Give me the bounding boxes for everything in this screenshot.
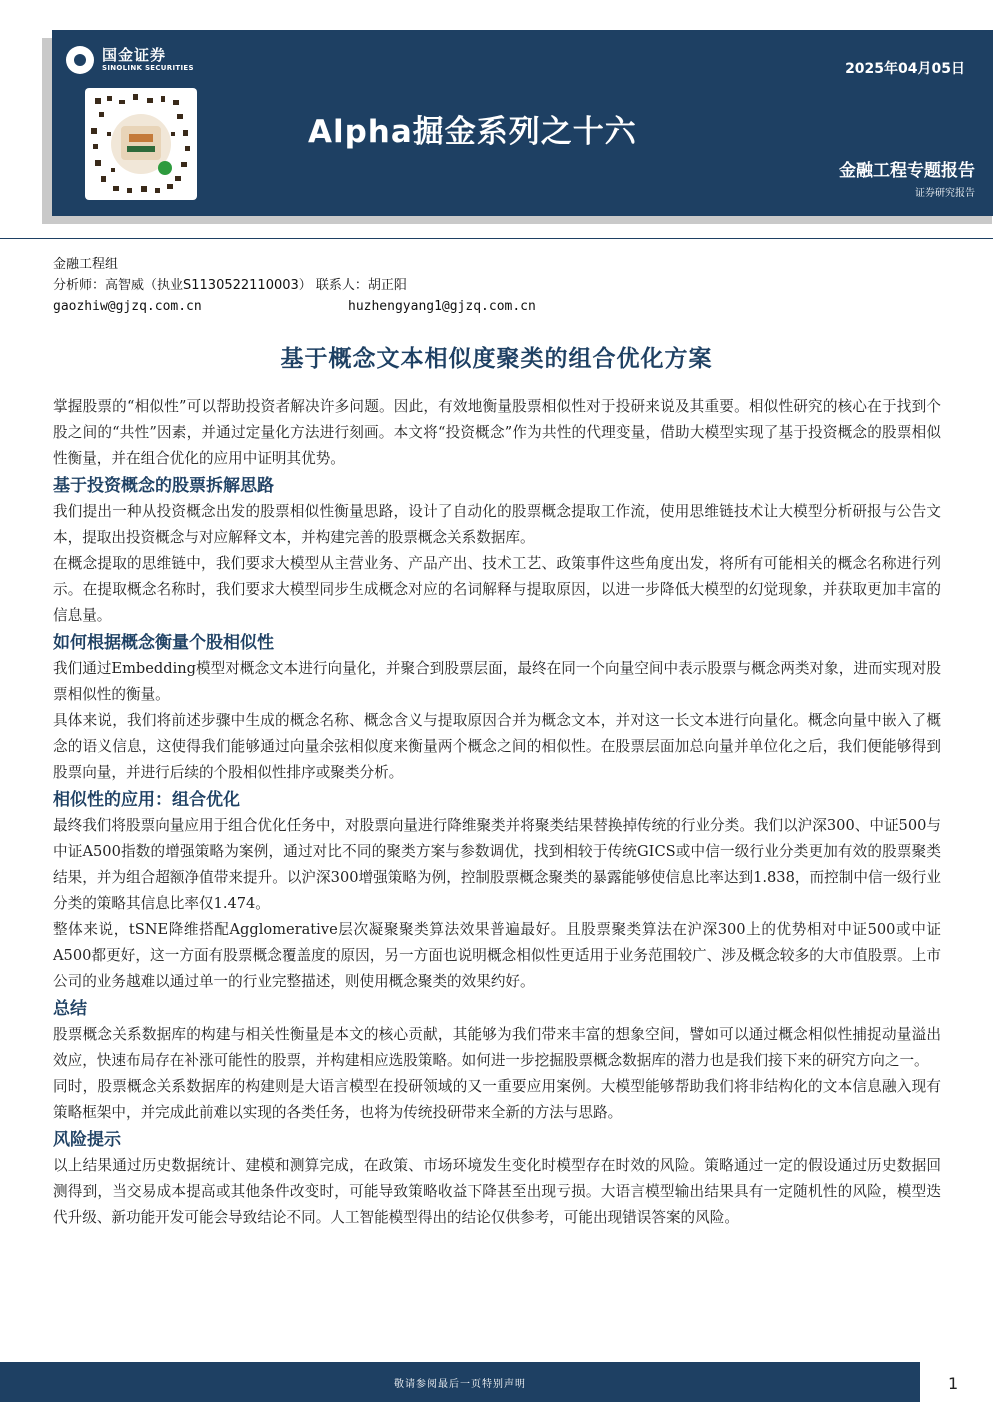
author-block: [53, 254, 536, 317]
analyst-line: 分析师：高智威（执业S1130522110003） 联系人：胡正阳: [53, 278, 407, 293]
body-paragraph: 整体来说，tSNE降维搭配Agglomerative层次凝聚聚类算法效果普遍最好。且股票聚类算法在沪深300上的优势相对中证500或中证A500都更好，这一方面有股票概念覆盖度的原因，另一方面也说明概念相似性更适用于业务范围较广、涉及概念较多的大市值股票。上市公司的业务越难以通过单一的行业完整描述，则使用概念聚类的效果约好。: [53, 921, 941, 990]
section-heading: 如何根据概念衡量个股相似性: [53, 633, 274, 653]
page-number: 1: [948, 1374, 959, 1393]
page-title: 基于概念文本相似度聚类的组合优化方案: [280, 346, 713, 372]
report-date: 2025年04月05日: [845, 61, 965, 77]
qr-code-icon: [85, 88, 197, 200]
logo-mark-icon: [66, 46, 94, 74]
body-paragraph: 我们提出一种从投资概念出发的股票相似性衡量思路，设计了自动化的股票概念提取工作流，使用思维链技术让大模型分析研报与公告文本，提取出投资概念与对应解释文本，并构建完善的股票概念关系数据库。: [53, 503, 941, 546]
company-logo: [66, 46, 194, 74]
body-paragraph: 在概念提取的思维链中，我们要求大模型从主营业务、产品产出、技术工艺、政策事件这些角度出发，将所有可能相关的概念名称进行列示。在提取概念名称时，我们要求大模型同步生成概念对应的名词解释与提取原因，以进一步降低大模型的幻觉现象，并获取更加丰富的信息量。: [53, 555, 941, 624]
section-heading: 风险提示: [53, 1130, 121, 1150]
header-divider: [0, 238, 993, 239]
body-paragraph: 最终我们将股票向量应用于组合优化任务中，对股票向量进行降维聚类并将聚类结果替换掉传统的行业分类。我们以沪深300、中证500与中证A500指数的增强策略为案例，通过对比不同的聚类方案与参数调优，找到相较于传统GICS或中信一级行业分类更加有效的股票聚类结果，并为组合超额净值带来提升。以沪深300增强策略为例，控制股票概念聚类的暴露能够使信息比率达到1.838，而控制中信一级行业分类的策略其信息比率仅1.474。: [53, 817, 941, 912]
report-body: [53, 394, 941, 1231]
logo-en-text: SINOLINK SECURITIES: [102, 64, 194, 72]
research-group: 金融工程组: [53, 257, 119, 272]
analyst-email[interactable]: gaozhiw@gjzq.com.cn: [53, 299, 202, 314]
logo-cn-text: 国金证券: [102, 46, 167, 64]
body-paragraph: 以上结果通过历史数据统计、建模和测算完成，在政策、市场环境发生变化时模型存在时效的风险。策略通过一定的假设通过历史数据回测得到，当交易成本提高或其他条件改变时，可能导致策略收益下降甚至出现亏损。大语言模型输出结果具有一定随机性的风险，模型迭代升级、新功能开发可能会导致结论不同。人工智能模型得出的结论仅供参考，可能出现错误答案的风险。: [53, 1157, 941, 1226]
section-heading: 相似性的应用：组合优化: [53, 790, 240, 810]
contact-email[interactable]: huzhengyang1@gjzq.com.cn: [348, 299, 536, 314]
report-series-title: Alpha掘金系列之十六: [308, 114, 637, 150]
disclaimer-note: 敬请参阅最后一页特别声明: [394, 1379, 526, 1390]
body-paragraph: 具体来说，我们将前述步骤中生成的概念名称、概念含义与提取原因合并为概念文本，并对这一长文本进行向量化。概念向量中嵌入了概念的语义信息，这使得我们能够通过向量余弦相似度来衡量两个概念之间的相似性。在股票层面加总向量并单位化之后，我们便能够得到股票向量，并进行后续的个股相似性排序或聚类分析。: [53, 712, 941, 781]
body-paragraph: 同时，股票概念关系数据库的构建则是大语言模型在投研领域的又一重要应用案例。大模型能够帮助我们将非结构化的文本信息融入现有策略框架中，并完成此前难以实现的各类任务，也将为传统投研带来全新的方法与思路。: [53, 1078, 941, 1121]
section-heading: 总结: [53, 999, 87, 1019]
report-type: 金融工程专题报告: [839, 161, 975, 181]
body-paragraph: 股票概念关系数据库的构建与相关性衡量是本文的核心贡献，其能够为我们带来丰富的想象空间，譬如可以通过概念相似性捕捉动量溢出效应，快速布局存在补涨可能性的股票，并构建相应选股策略。如何进一步挖掘股票概念数据库的潜力也是我们接下来的研究方向之一。: [53, 1026, 941, 1069]
section-heading: 基于投资概念的股票拆解思路: [53, 476, 274, 496]
intro-paragraph: 掌握股票的“相似性”可以帮助投资者解决许多问题。因此，有效地衡量股票相似性对于投研来说及其重要。相似性研究的核心在于找到个股之间的“共性”因素，并通过定量化方法进行刻画。本文将“投资概念”作为共性的代理变量，借助大模型实现了基于投资概念的股票相似性衡量，并在组合优化的应用中证明其优势。: [53, 398, 941, 467]
body-paragraph: 我们通过Embedding模型对概念文本进行向量化，并聚合到股票层面，最终在同一个向量空间中表示股票与概念两类对象，进而实现对股票相似性的衡量。: [53, 660, 941, 703]
report-subtype: 证券研究报告: [915, 188, 975, 199]
